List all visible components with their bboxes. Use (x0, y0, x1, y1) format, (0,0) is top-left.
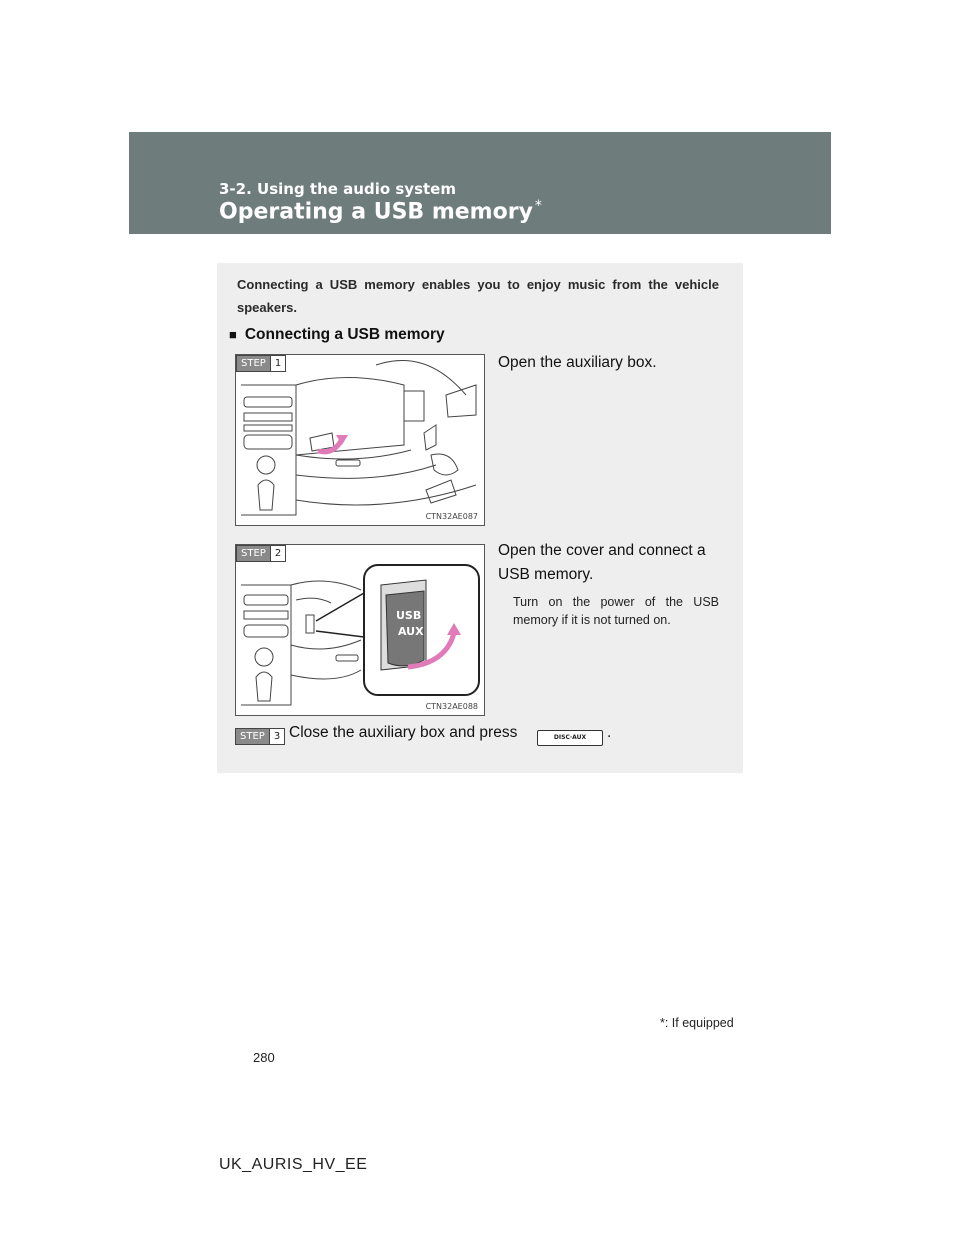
step-3-badge (235, 728, 285, 745)
page-header (129, 132, 831, 234)
subheading (229, 326, 445, 344)
figure-code: CTN32AE088 (425, 702, 478, 711)
page-title (219, 198, 542, 224)
step-number: 3 (269, 729, 284, 744)
step-label: STEP (236, 729, 269, 744)
step-label: STEP (237, 356, 270, 371)
subheading-text: Connecting a USB memory (244, 326, 445, 343)
step-1-badge (236, 355, 286, 372)
figure-step-2 (235, 544, 485, 716)
step-2-badge (236, 545, 286, 562)
step-3-text: Close the auxiliary box and press (289, 724, 518, 741)
disc-aux-button-icon: DISC·AUX (537, 730, 603, 746)
dashboard-illustration-2 (236, 545, 484, 715)
dashboard-illustration-1 (236, 355, 484, 525)
step-1-text: Open the auxiliary box. (498, 354, 657, 371)
square-bullet-icon: ■ (229, 327, 237, 342)
footnote: *: If equipped (660, 1016, 734, 1030)
aux-label: AUX (398, 625, 424, 638)
usb-label: USB (396, 609, 422, 622)
step-number: 1 (270, 356, 285, 371)
page-title-text: Operating a USB memory (219, 199, 533, 225)
step-label: STEP (237, 546, 270, 561)
content-panel (217, 263, 743, 773)
figure-step-1 (235, 354, 485, 526)
step-3-period: . (607, 724, 612, 741)
section-label: 3-2. Using the audio system (219, 180, 456, 198)
intro-text: Connecting a USB memory enables you to enjoy music from the vehicle speakers. (237, 277, 719, 315)
model-code: UK_AURIS_HV_EE (219, 1156, 368, 1173)
step-number: 2 (270, 546, 285, 561)
figure-code: CTN32AE087 (425, 512, 478, 521)
step-2-text: Open the cover and connect a USB memory. (498, 542, 706, 583)
page-number: 280 (253, 1050, 275, 1065)
asterisk-mark: * (534, 198, 542, 214)
step-2-note: Turn on the power of the USB memory if it is not turned on. (513, 595, 719, 627)
